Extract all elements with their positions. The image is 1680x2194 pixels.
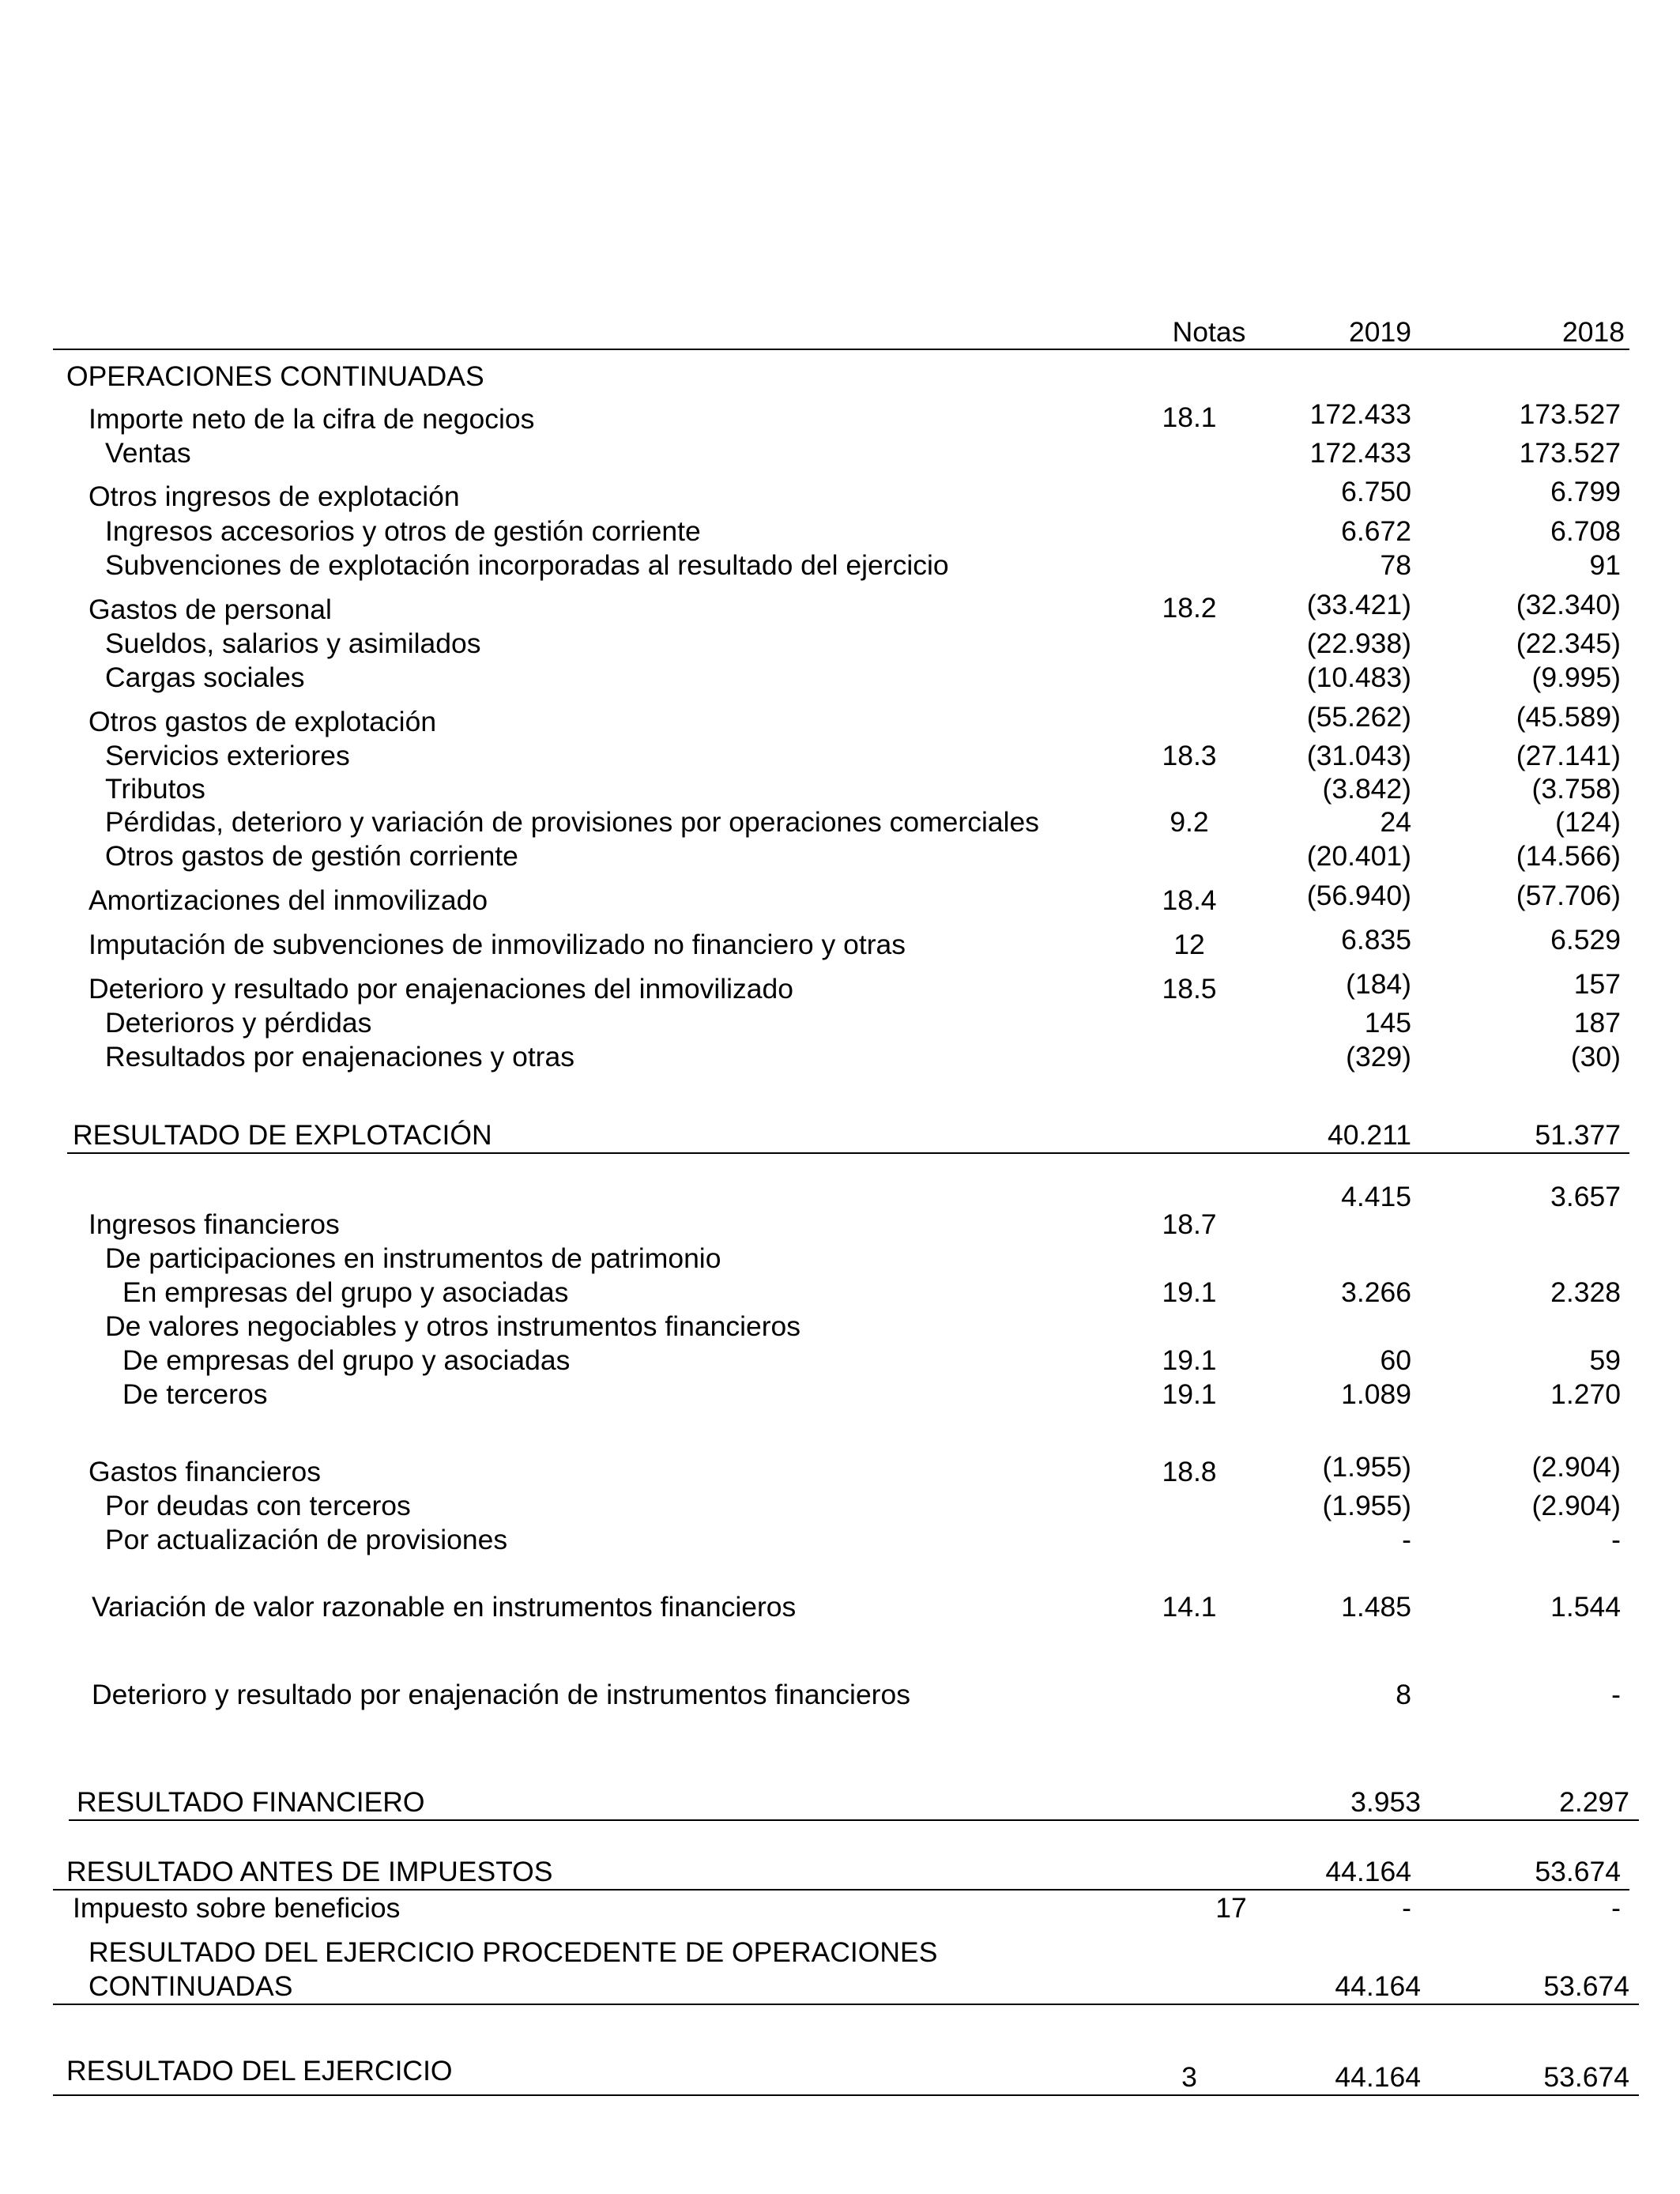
row-label: De valores negociables y otros instrumentos financieros [105, 1310, 801, 1342]
row-label: Por actualización de provisiones [105, 1524, 508, 1555]
value-2018: 53.674 [1535, 1856, 1621, 1887]
statement-row [0, 1451, 1680, 1489]
row-label: RESULTADO FINANCIERO [77, 1786, 425, 1818]
value-2019: 3.266 [1341, 1276, 1411, 1308]
value-2018: 6.708 [1550, 515, 1621, 547]
row-label: Cargas sociales [105, 662, 305, 693]
row-label: Sueldos, salarios y asimilados [105, 628, 481, 659]
row-notes: 3 [1181, 2061, 1197, 2093]
value-2019: 8 [1396, 1679, 1411, 1710]
financial-result-rule [69, 1819, 1639, 1821]
value-2019: 145 [1364, 1007, 1411, 1039]
value-2019: (33.421) [1306, 589, 1411, 620]
statement-row [0, 1207, 1680, 1242]
row-label: Por deudas con terceros [105, 1490, 411, 1521]
value-2018: 173.527 [1519, 398, 1621, 430]
statement-row [0, 1589, 1680, 1624]
statement-row [0, 924, 1680, 962]
statement-row [0, 1377, 1680, 1412]
value-2018: 53.674 [1543, 2061, 1629, 2093]
row-notes: 18.8 [1162, 1456, 1217, 1487]
row-label: Tributos [105, 773, 205, 805]
section-title: OPERACIONES CONTINUADAS [66, 360, 484, 392]
statement-row [0, 968, 1680, 1006]
row-label: Resultados por enajenaciones y otras [105, 1041, 575, 1072]
statement-row [0, 805, 1680, 839]
statement-row [0, 1343, 1680, 1378]
section-title-row [0, 359, 1680, 394]
value-2019: 44.164 [1335, 1970, 1421, 2002]
row-notes: 18.2 [1162, 592, 1217, 624]
value-2019: (1.955) [1322, 1451, 1411, 1483]
value-2018: 2.328 [1550, 1276, 1621, 1308]
row-label: RESULTADO ANTES DE IMPUESTOS [66, 1856, 553, 1887]
statement-row [0, 1275, 1680, 1310]
value-2019: (184) [1346, 968, 1411, 1000]
statement-row [0, 476, 1680, 514]
row-notes: 18.1 [1162, 401, 1217, 433]
subtotal-row [0, 1118, 1680, 1152]
statement-row [0, 839, 1680, 873]
statement-row [0, 1935, 1680, 1970]
value-2018: (14.566) [1516, 840, 1621, 872]
value-2019: 40.211 [1328, 1119, 1411, 1151]
value-2019: 6.672 [1341, 515, 1411, 547]
statement-row [0, 880, 1680, 918]
row-label: Servicios exteriores [105, 740, 350, 771]
value-2019: - [1402, 1892, 1411, 1924]
value-2018: - [1611, 1679, 1621, 1710]
value-2018: (22.345) [1516, 628, 1621, 659]
row-label: De terceros [122, 1378, 268, 1410]
value-2019: 1.485 [1341, 1591, 1411, 1623]
value-2019: 3.953 [1350, 1786, 1421, 1818]
statement-row [0, 1309, 1680, 1344]
row-label: Otros ingresos de explotación [89, 481, 460, 512]
value-2018: 6.799 [1550, 476, 1621, 507]
statement-row [0, 701, 1680, 739]
statement-row [0, 548, 1680, 582]
value-2019: 78 [1380, 549, 1411, 581]
row-notes: 17 [1215, 1892, 1247, 1924]
row-label: Ingresos accesorios y otros de gestión corriente [105, 515, 701, 547]
value-2019: (1.955) [1322, 1490, 1411, 1521]
value-2018: 2.297 [1559, 1786, 1629, 1818]
statement-row [0, 1241, 1680, 1276]
value-2019: 44.164 [1335, 2061, 1421, 2093]
subtotal-row [0, 1785, 1680, 1819]
row-label: Imputación de subvenciones de inmovilizado no financiero y otras [89, 929, 906, 960]
value-2019: (22.938) [1306, 628, 1411, 659]
value-2019: (55.262) [1306, 701, 1411, 733]
row-label: De empresas del grupo y asociadas [122, 1344, 571, 1376]
value-2018: (32.340) [1516, 589, 1621, 620]
row-label: Gastos de personal [89, 594, 332, 625]
statement-row [0, 1039, 1680, 1074]
row-label: Importe neto de la cifra de negocios [89, 403, 535, 435]
row-label: RESULTADO DE EXPLOTACIÓN [73, 1119, 492, 1151]
row-notes: 19.1 [1162, 1378, 1217, 1410]
statement-row [0, 589, 1680, 627]
row-label: Otros gastos de gestión corriente [105, 840, 518, 872]
subtotal-row [0, 1969, 1680, 2004]
statement-row [0, 435, 1680, 470]
statement-row [0, 771, 1680, 806]
row-notes: 18.5 [1162, 973, 1217, 1005]
row-label: Ventas [105, 437, 191, 469]
notes-column-header: Notas [1172, 316, 1246, 348]
value-2019: - [1402, 1524, 1411, 1555]
statement-row [0, 1488, 1680, 1523]
value-2019: (10.483) [1306, 662, 1411, 693]
value-2018: (27.141) [1516, 740, 1621, 771]
value-2018: (57.706) [1516, 880, 1621, 911]
total-values-row [0, 2060, 1680, 2094]
row-label: Deterioros y pérdidas [105, 1007, 372, 1039]
value-2019: (20.401) [1306, 840, 1411, 872]
value-2019: (3.842) [1322, 773, 1411, 805]
row-notes: 12 [1173, 929, 1205, 960]
row-label: RESULTADO DEL EJERCICIO [66, 2055, 453, 2087]
row-notes: 19.1 [1162, 1344, 1217, 1376]
row-label: En empresas del grupo y asociadas [122, 1276, 569, 1308]
row-label: Subvenciones de explotación incorporadas al resultado del ejercicio [105, 549, 949, 581]
value-2019: 4.415 [1341, 1181, 1411, 1212]
row-label: Gastos financieros [89, 1456, 322, 1487]
year-2019-column-header: 2019 [1349, 316, 1411, 348]
row-label: RESULTADO DEL EJERCICIO PROCEDENTE DE OPERACIONES [89, 1936, 938, 1968]
statement-row [0, 1005, 1680, 1040]
value-2018: 173.527 [1519, 437, 1621, 469]
statement-row [0, 1522, 1680, 1557]
value-2018: (2.904) [1531, 1490, 1621, 1521]
value-2019: (31.043) [1306, 740, 1411, 771]
value-2019: 24 [1380, 806, 1411, 838]
statement-row [0, 626, 1680, 661]
row-label: Amortizaciones del inmovilizado [89, 884, 488, 916]
value-2018: 3.657 [1550, 1181, 1621, 1212]
value-2019: 172.433 [1309, 398, 1411, 430]
value-2018: 157 [1573, 968, 1621, 1000]
continuing-result-rule [53, 2004, 1639, 2005]
value-2018: 91 [1589, 549, 1621, 581]
value-2018: 1.544 [1550, 1591, 1621, 1623]
value-2019: 1.089 [1341, 1378, 1411, 1410]
value-2019: 172.433 [1309, 437, 1411, 469]
row-notes: 18.4 [1162, 884, 1217, 916]
value-2018: (124) [1555, 806, 1621, 838]
value-2018: - [1611, 1524, 1621, 1555]
value-2019: 6.750 [1341, 476, 1411, 507]
row-notes: 14.1 [1162, 1591, 1217, 1623]
row-label: Deterioro y resultado por enajenaciones del inmovilizado [89, 973, 793, 1005]
row-label: Ingresos financieros [89, 1208, 340, 1240]
header-rule [53, 349, 1629, 350]
row-label: CONTINUADAS [89, 1970, 293, 2002]
row-notes: 9.2 [1170, 806, 1209, 838]
row-label: Deterioro y resultado por enajenación de instrumentos financieros [92, 1679, 911, 1710]
value-2018: (30) [1570, 1041, 1621, 1072]
value-2018: (9.995) [1531, 662, 1621, 693]
statement-row [0, 738, 1680, 773]
row-label: Variación de valor razonable en instrumentos financieros [92, 1591, 797, 1623]
row-label: De participaciones en instrumentos de patrimonio [105, 1242, 721, 1274]
value-2019: (329) [1346, 1041, 1411, 1072]
value-2018: - [1611, 1892, 1621, 1924]
value-2019: 6.835 [1341, 924, 1411, 956]
column-header-row [0, 315, 1680, 349]
year-2018-column-header: 2018 [1562, 316, 1625, 348]
value-2018: 53.674 [1543, 1970, 1629, 2002]
statement-row [0, 1891, 1680, 1925]
statement-row [0, 514, 1680, 548]
statement-row [0, 660, 1680, 695]
row-label: Pérdidas, deterioro y variación de provisiones por operaciones comerciales [105, 806, 1039, 838]
value-2018: 6.529 [1550, 924, 1621, 956]
statement-row [0, 1677, 1680, 1712]
value-2018: 59 [1589, 1344, 1621, 1376]
row-notes: 18.3 [1162, 740, 1217, 771]
value-2019: 60 [1380, 1344, 1411, 1376]
value-2018: (3.758) [1531, 773, 1621, 805]
value-2019: (56.940) [1306, 880, 1411, 911]
row-notes: 19.1 [1162, 1276, 1217, 1308]
row-label: Impuesto sobre beneficios [73, 1892, 401, 1924]
value-2018: 1.270 [1550, 1378, 1621, 1410]
value-2018: 51.377 [1535, 1119, 1621, 1151]
value-2018: 187 [1573, 1007, 1621, 1039]
value-2019: 44.164 [1325, 1856, 1411, 1887]
row-notes: 18.7 [1162, 1208, 1217, 1240]
row-label: Otros gastos de explotación [89, 706, 437, 737]
statement-row [0, 398, 1680, 436]
operating-result-rule [67, 1152, 1629, 1154]
value-2018: (45.589) [1516, 701, 1621, 733]
year-result-rule [53, 2094, 1639, 2096]
value-2018: (2.904) [1531, 1451, 1621, 1483]
subtotal-row [0, 1854, 1680, 1889]
